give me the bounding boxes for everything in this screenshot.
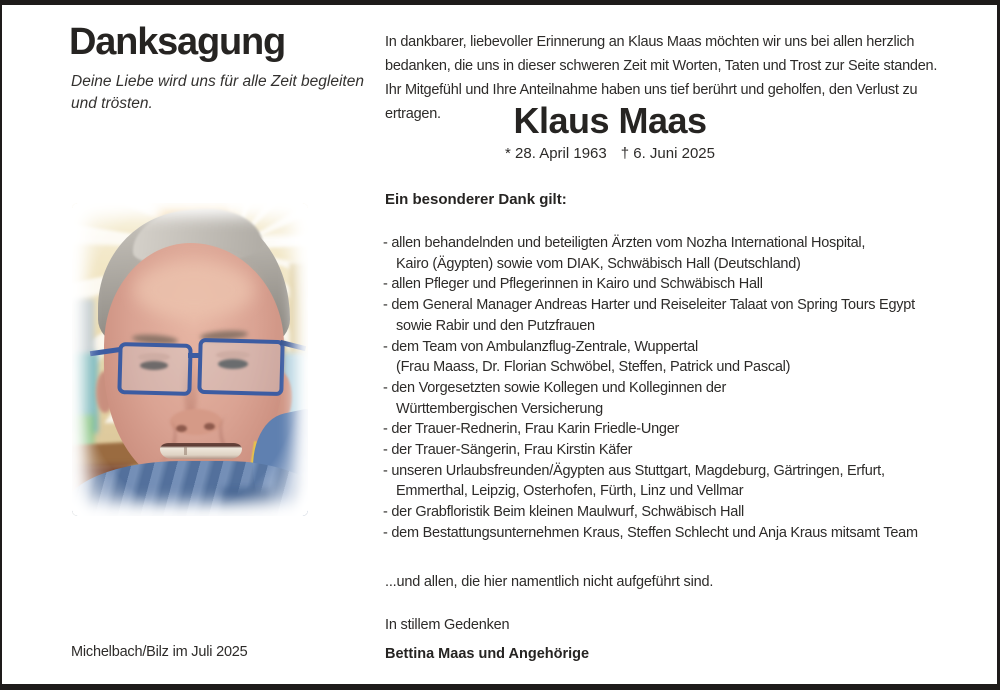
thanks-list-line: (Frau Maass, Dr. Florian Schwöbel, Steffen, Patrick und Pascal) [396,359,791,376]
intro-line: Ihr Mitgefühl und Ihre Anteilnahme haben uns tief berührt und geholfen, den Verlust zu [385,82,918,98]
portrait-photo [72,203,308,516]
scan-edge-left [0,0,2,690]
scan-edge-bottom [0,684,1000,690]
death-date: † 6. Juni 2025 [620,145,715,162]
thanks-list-line: - allen Pfleger und Pflegerinnen in Kairo und Schwäbisch Hall [383,276,763,293]
thanks-heading: Ein besonderer Dank gilt: [385,191,567,208]
thanks-list-line: - unseren Urlaubsfreunden/Ägypten aus Stuttgart, Magdeburg, Gärtringen, Erfurt, [383,462,885,479]
memorial-quote-line: Deine Liebe wird uns für alle Zeit begleiten [71,73,364,90]
farewell-line: In stillem Gedenken [385,617,510,633]
thanks-list-line: - der Trauer-Rednerin, Frau Karin Friedle-Unger [383,421,680,438]
closing-note: ...und allen, die hier namentlich nicht aufgeführt sind. [385,574,714,590]
page-title: Danksagung [69,21,286,63]
signature: Bettina Maas und Angehörige [385,646,590,662]
memorial-quote-line: und trösten. [71,94,153,112]
thanks-list-line: - der Trauer-Sängerin, Frau Kirstin Käfer [383,442,633,459]
thanks-list-line: - den Vorgesetzten sowie Kollegen und Kolleginnen der [383,379,727,396]
thanks-list-line: Kairo (Ägypten) sowie vom DIAK, Schwäbisch Hall (Deutschland) [396,255,801,272]
thanks-list-line: Emmerthal, Leipzig, Osterhofen, Fürth, Linz und Vellmar [396,483,744,500]
intro-line: ertragen. [385,106,441,122]
thanks-list-line: - dem General Manager Andreas Harter und Reiseleiter Talaat von Spring Tours Egypt [383,297,915,314]
thanks-list-line: sowie Rabir und den Putzfrauen [396,317,595,334]
photo-edge-fade [72,203,308,516]
thanks-list-line: - allen behandelnden und beteiligten Ärzten vom Nozha International Hospital, [383,235,866,251]
thanks-list-line: - dem Team von Ambulanzflug-Zentrale, Wuppertal [383,338,698,355]
thanks-list-line: Württembergischen Versicherung [396,400,603,417]
intro-line: bedanken, die uns in dieser schweren Zeit mit Worten, Taten und Trost zur Seite standen. [385,58,938,74]
deceased-name: Klaus Maas [513,100,707,141]
place-and-date: Michelbach/Bilz im Juli 2025 [71,644,248,660]
life-dates [385,145,835,162]
thanks-list-line: - der Grabfloristik Beim kleinen Maulwurf, Schwäbisch Hall [383,504,745,521]
memorial-quote [71,71,391,114]
scan-edge-top [0,0,1000,5]
deceased-name-block [385,99,835,162]
thanks-list [383,233,918,544]
intro-line: In dankbarer, liebevoller Erinnerung an Klaus Maas möchten wir uns bei allen herzlich [385,34,915,50]
thanks-list-line: - dem Bestattungsunternehmen Kraus, Steffen Schlecht und Anja Kraus mitsamt Team [383,524,918,541]
birth-date: * 28. April 1963 [505,145,607,162]
